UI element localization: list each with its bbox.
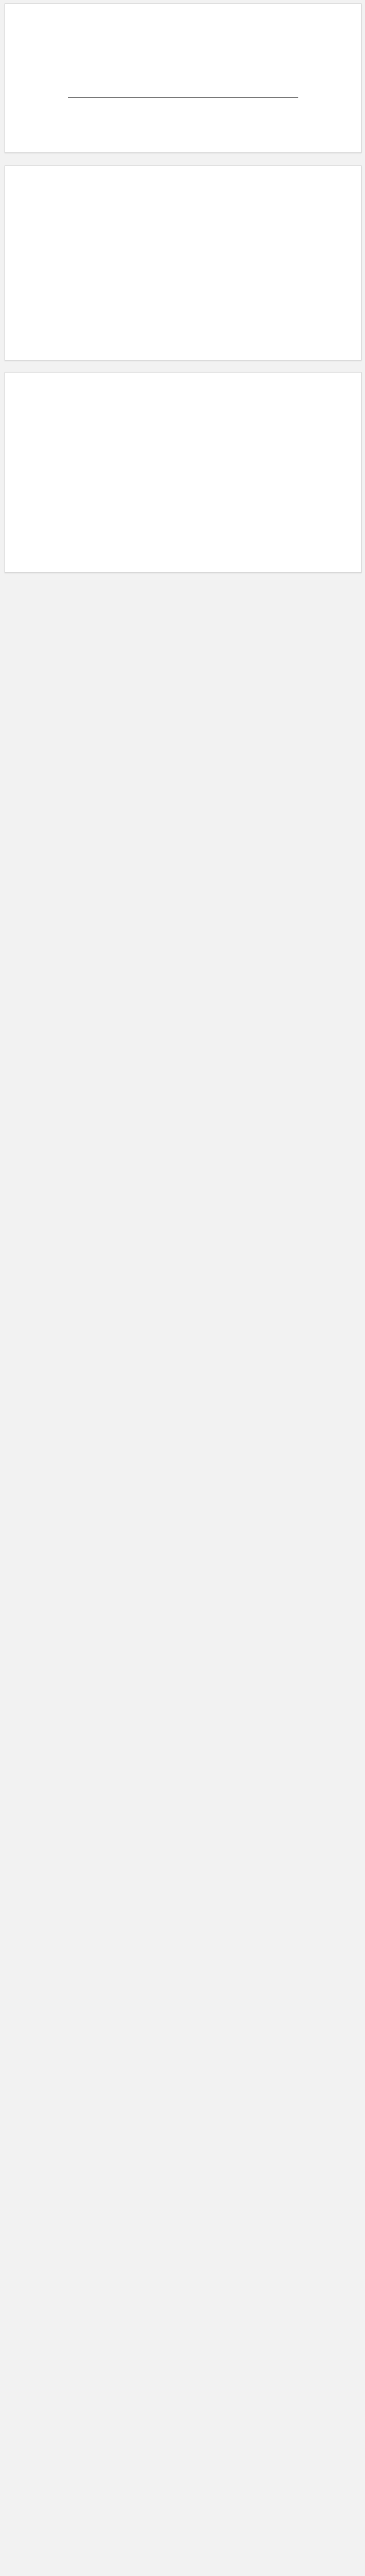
toc-continued-page [5, 372, 362, 573]
toc-left-column [28, 188, 177, 191]
toc-right-column [190, 188, 339, 191]
divider [68, 97, 298, 98]
cover-page [5, 3, 362, 153]
toc-page [5, 165, 362, 361]
